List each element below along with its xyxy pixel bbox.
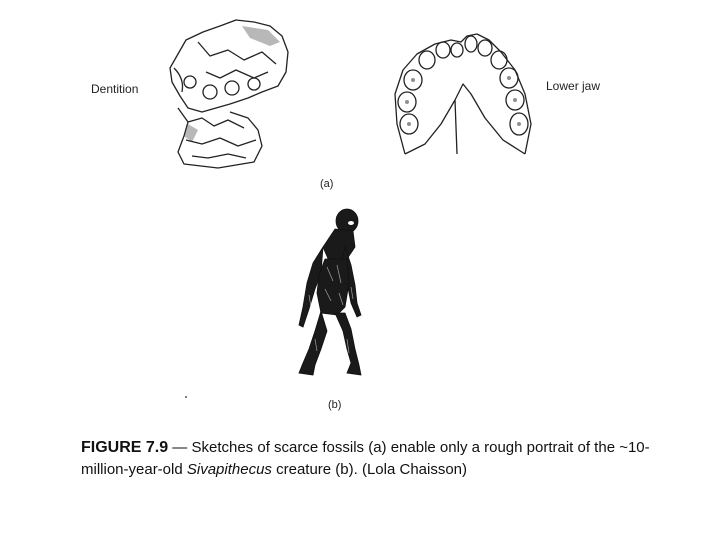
figure-number: FIGURE 7.9 — [81, 439, 169, 456]
lower-jaw-illustration — [385, 14, 545, 164]
part-a-label: (a) — [320, 178, 334, 190]
dentition-fossil-illustration — [158, 12, 298, 172]
stray-mark — [185, 396, 187, 398]
part-b-label: (b) — [328, 399, 342, 411]
caption-text-1: Sketches of scarce fossils (a) enable only a rough portrait of the ~10-million-year-old — [81, 439, 650, 478]
dentition-label: Dentition — [91, 82, 139, 96]
sivapithecus-creature-illustration — [285, 203, 375, 383]
caption-text-2: creature (b). (Lola Chaisson) — [271, 461, 468, 478]
caption-dash: — — [168, 439, 192, 456]
species-name: Sivapithecus — [186, 461, 272, 478]
figure-caption — [81, 437, 681, 481]
lower-jaw-label: Lower jaw — [546, 79, 601, 93]
